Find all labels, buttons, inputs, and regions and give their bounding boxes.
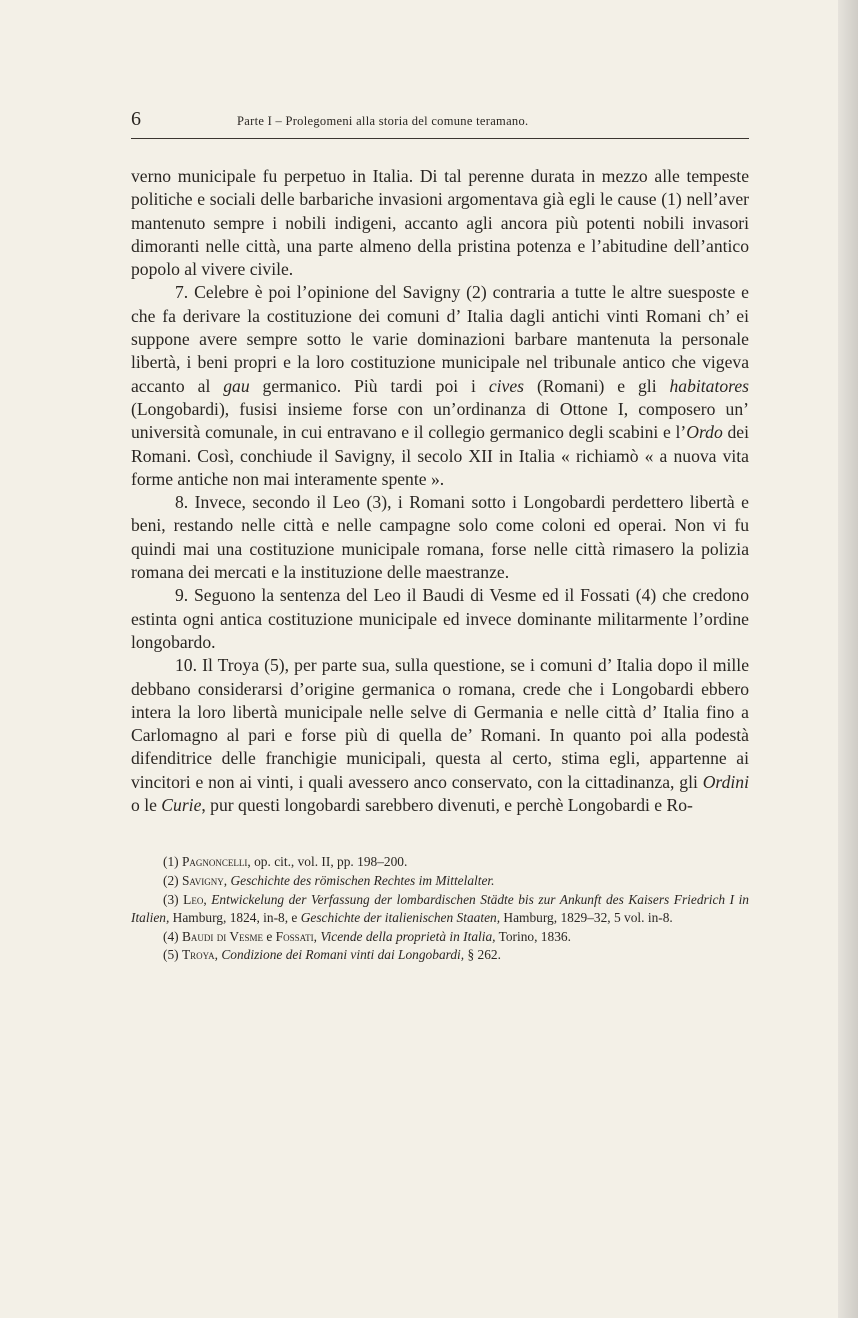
page-header	[131, 108, 749, 139]
footnote	[131, 853, 749, 872]
text-run: verno municipale fu perpetuo in Italia. Di tal perenne durata in mezzo alle tempeste politiche e sociali delle barbariche invasioni argomentava già egli le cause (1) nell’aver mantenuto sempre i nobili indigeni, accanto agli ancora più potenti nobili invasori dimoranti nelle città, una parte almeno della pristina potenza e l’abitudine dell’antico popolo al vivere civile.	[131, 166, 749, 280]
paragraph	[131, 654, 749, 817]
italic-text: Ordini	[702, 771, 749, 792]
paragraph	[131, 281, 749, 491]
paragraph	[131, 584, 749, 654]
text-run: e	[263, 928, 276, 944]
page-edge-shadow	[838, 0, 858, 1318]
footnote	[131, 872, 749, 891]
text-run: (1)	[163, 854, 182, 870]
text-run: 10. Il Troya (5), per parte sua, sulla questione, se i comuni d’ Italia dopo il mille debbano considerarsi d’origine germanica o romana, crede che i Longobardi ebbero intera la loro libertà municipale nelle selve di Germania e nelle città d’ Italia fino a Carlomagno al pari e forse più di quella de’ Romani. In quanto poi alla podestà difenditrice delle franchigie municipali, questa al certo, stima egli, appartenne ai vincitori e non ai vinti, i quali avessero anco conservato, con la cittadinanza, gli	[131, 655, 749, 792]
text-run: ,	[223, 872, 231, 888]
author-name: Troya	[181, 947, 215, 963]
footnote	[131, 946, 749, 965]
italic-text: Ordo	[686, 422, 723, 443]
footnote	[131, 928, 749, 947]
italic-text: Entwickelung der Verfassung der lombardischen Städte bis zur Ankunft des Kaisers Friedrich I in Italien,	[131, 891, 749, 926]
text-run: Hamburg, 1829–32, 5 vol. in-8.	[500, 910, 673, 926]
italic-text: habitatores	[669, 375, 749, 396]
text-run: ,	[203, 891, 212, 907]
text-run: (Romani) e gli	[524, 375, 670, 396]
paragraph	[131, 165, 749, 281]
text-run: o le	[131, 795, 162, 816]
italic-text: Condizione dei Romani vinti dai Longobardi,	[221, 947, 465, 963]
text-run: Hamburg, 1824, in-8, e	[169, 910, 301, 926]
text-run: (Longobardi), fusisi insieme forse con un’ordinanza di Ottone I, composero un’ università comunale, in cui entravano e il collegio germanico degli scabini e l’	[131, 398, 749, 443]
text-run: , op. cit., vol. II, pp. 198–200.	[247, 854, 408, 870]
text-run: (3)	[163, 891, 184, 907]
author-name: Pagnoncelli	[181, 854, 248, 870]
italic-text: Curie	[161, 795, 202, 816]
author-name: Fossati	[275, 928, 314, 944]
text-run: germanico. Più tardi poi i	[249, 375, 489, 396]
italic-text: Geschichte der italienischen Staaten,	[300, 910, 501, 926]
book-page	[131, 108, 749, 965]
paragraph	[131, 491, 749, 584]
text-run: ,	[313, 928, 321, 944]
text-run: (4)	[163, 928, 182, 944]
italic-text: Geschichte des römischen Rechtes im Mittelalter.	[230, 872, 495, 888]
text-run: (2)	[163, 872, 182, 888]
text-run: dei Romani. Così, conchiude il Savigny, il secolo XII in Italia « richiamò « a nuova vita forme antiche non mai interamente spente ».	[131, 422, 749, 489]
text-run: Torino, 1836.	[495, 928, 571, 944]
italic-text: cives	[488, 375, 525, 396]
italic-text: Vicende della proprietà in Italia,	[320, 928, 496, 944]
text-run: 8. Invece, secondo il Leo (3), i Romani sotto i Longobardi perdettero libertà e beni, restando nelle città e nelle campagne solo come coloni ed operai. Non vi fu quindi mai una costituzione municipale romana, forse nelle città rimasero la polizia romana dei mercati e la instituzione delle maestranze.	[131, 492, 749, 583]
text-run: ,	[214, 947, 222, 963]
text-run: 7. Celebre è poi l’opinione del Savigny (2) contraria a tutte le altre suesposte e che fa derivare la costituzione dei comuni d’ Italia dagli antichi vinti Romani ch’ ei suppone avere sempre sotto le varie dominazioni barbare mantenuta la personale libertà, i beni propri e la loro costituzione municipale nel tribunale antico che vigeva accanto al	[131, 282, 749, 396]
text-run: (5)	[163, 947, 182, 963]
author-name: Savigny	[181, 872, 224, 888]
text-run: , pur questi longobardi sarebbero divenuti, e perchè Longobardi e Ro-	[201, 795, 693, 816]
author-name: Leo	[183, 891, 204, 907]
italic-text: gau	[223, 375, 250, 396]
footnote	[131, 891, 749, 928]
text-run: 9. Seguono la sentenza del Leo il Baudi di Vesme ed il Fossati (4) che credono estinta ogni antica costituzione municipale ed invece dominante militarmente l’ordine longobardo.	[131, 585, 749, 652]
author-name: Baudi di Vesme	[181, 928, 264, 944]
running-head: Parte I – Prolegomeni alla storia del comune teramano.	[237, 114, 529, 128]
page-number: 6	[131, 108, 141, 130]
body-text	[131, 165, 749, 817]
text-run: § 262.	[464, 947, 501, 963]
footnotes	[131, 853, 749, 965]
